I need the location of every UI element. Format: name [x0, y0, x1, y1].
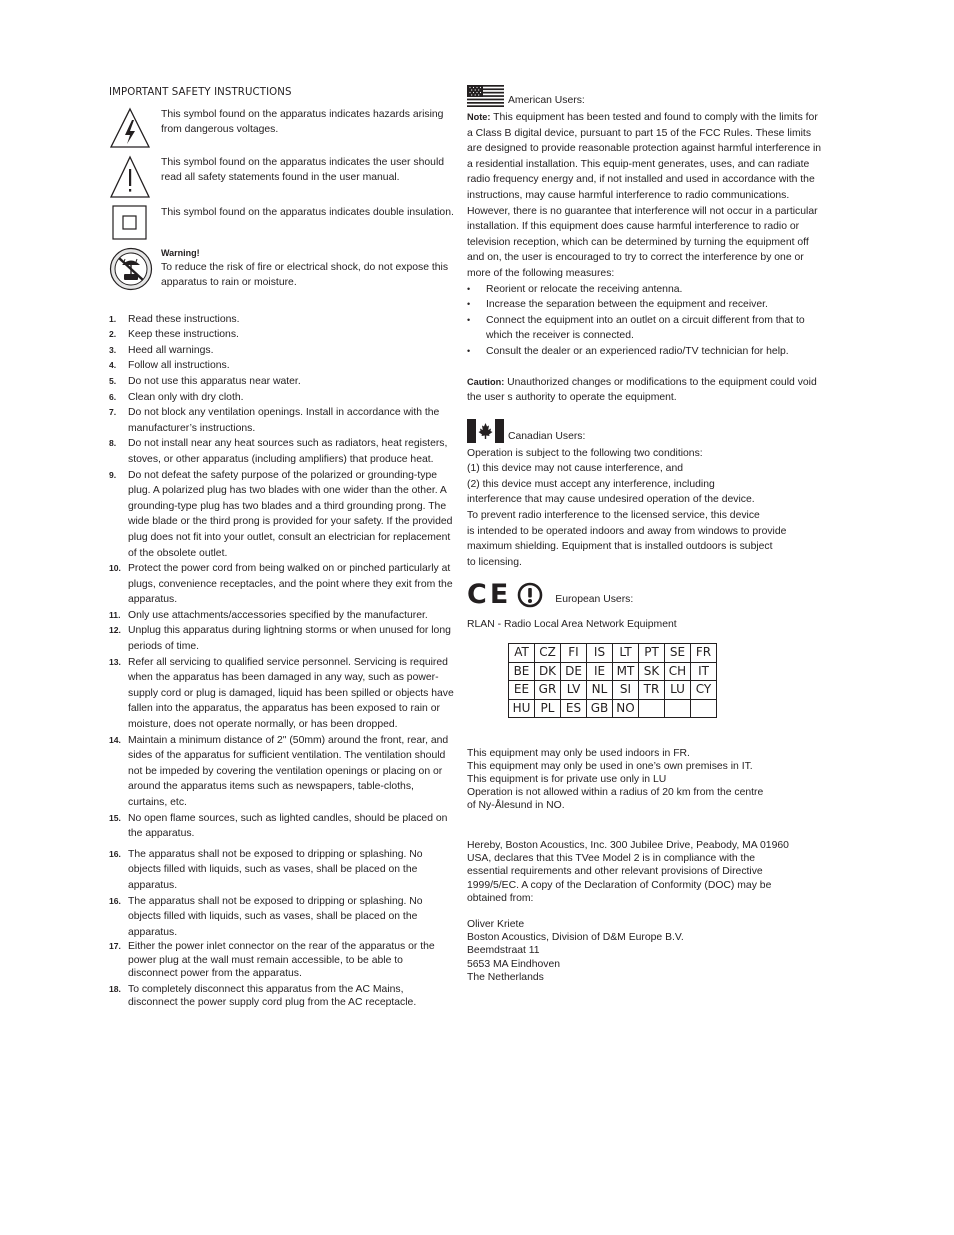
country-cell: LU: [665, 681, 691, 700]
country-cell: CZ: [535, 644, 561, 663]
compliance-column: [467, 85, 822, 984]
country-cell: EE: [509, 681, 535, 700]
table-row: [509, 681, 717, 700]
fcc-measures-list: [467, 282, 822, 360]
eu-restrictions: This equipment may only be used indoors in FR. This equipment may only be used in one’s own premises in IT. This equipment is for private use only in LU Operation is not allowed within a radius of 20 km from the centre of Ny-Ålesund in NO.: [467, 748, 764, 812]
list-item: 11. Only use attachments/accessories specified by the manufacturer.: [109, 609, 428, 621]
country-cell: CY: [691, 681, 717, 700]
country-cell: [691, 699, 717, 718]
country-cell: IT: [691, 662, 717, 681]
country-cell: DE: [561, 662, 587, 681]
symbol-double-insulation-text: This symbol found on the apparatus indicates double insulation.: [161, 206, 454, 218]
warning-text: To reduce the risk of fire or electrical shock, do not expose this apparatus to rain or moisture.: [161, 261, 449, 289]
country-cell: [639, 699, 665, 718]
list-item: 16. The apparatus shall not be exposed to dripping or splashing. No objects filled with liquids, such as vases, shall be placed on the apparatus.: [109, 895, 423, 938]
country-cell: DK: [535, 662, 561, 681]
table-row: [509, 644, 717, 663]
american-users-label: American Users:: [508, 95, 585, 106]
ce-mark: CE: [467, 579, 512, 611]
no-rain-moisture-icon: [109, 247, 153, 291]
safety-heading: IMPORTANT SAFETY INSTRUCTIONS: [109, 87, 292, 98]
list-item: • Reorient or relocate the receiving antenna.: [467, 282, 822, 298]
european-users-header: [467, 580, 822, 610]
list-item: 5. Do not use this apparatus near water.: [109, 375, 301, 387]
list-item: 12. Unplug this apparatus during lightning storms or when unused for long periods of time.: [109, 625, 451, 653]
canadian-conditions: Operation is subject to the following two conditions: (1) this device may not cause interference, and (2) this device must accept any interference, including interference that may cause undesired operation of the device. To prevent radio interference to the licensed service, this device is intended to be operated indoors and away from windows to provide maximum shielding. Equipment that is installed outdoors is subject to licensing.: [467, 447, 787, 568]
country-cell: PL: [535, 699, 561, 718]
declaration-of-conformity: Hereby, Boston Acoustics, Inc. 300 Jubilee Drive, Peabody, MA 01960 USA, declares that this TVee Model 2 is in compliance with the essential requirements and other relevant provisions of Directive 1999/5/EC. A copy of the Declaration of Conformity (DOC) may be obtained from:: [467, 840, 789, 904]
country-cell: GB: [587, 699, 613, 718]
list-item: 1. Read these instructions.: [109, 313, 240, 325]
list-item: 8. Do not install near any heat sources such as radiators, heat registers, stoves, or other apparatus (including amplifiers) that produce heat.: [109, 438, 448, 465]
country-cell: ES: [561, 699, 587, 718]
country-cell: LT: [613, 644, 639, 663]
country-cell: NO: [613, 699, 639, 718]
country-cell: GR: [535, 681, 561, 700]
fcc-note: Note: This equipment has been tested and found to comply with the limits for a Class B digital device, pursuant to part 15 of the FCC Rules. These limits are designed to provide reasonable protection against harmful interference in a residential installation. This equip-ment generates, uses, and can radiate radio frequency energy and, if not installed and used in accordance with the instructions, may cause harmful interference to radio communications. However, there is no guarantee that interference will not occur in a particular installation. If this equipment does cause harmful interference to radio or television reception, which can be determined by turning the equipment off and on, the user is encouraged to try to correct the interference by one or more of the following measures:: [467, 112, 822, 279]
list-item: 17. Either the power inlet connector on the rear of the apparatus or the power plug at the wall must remain accessible, to be able to disconnect power from the apparatus.: [109, 941, 435, 980]
warning-title: Warning!: [161, 247, 200, 258]
country-cell: SE: [665, 644, 691, 663]
instruction-list: [109, 312, 454, 1009]
warning-block: [109, 247, 454, 293]
country-cell: NL: [587, 681, 613, 700]
list-item: 3. Heed all warnings.: [109, 344, 214, 356]
country-cell: FR: [691, 644, 717, 663]
symbol-voltage-text: This symbol found on the apparatus indicates hazards arising from dangerous voltages.: [161, 108, 444, 136]
contact-address: Oliver Kriete Boston Acoustics, Division of D&M Europe B.V. Beemdstraat 11 5653 MA Eindhoven The Netherlands: [467, 919, 684, 983]
symbol-attention-text: This symbol found on the apparatus indicates the user should read all safety statements found in the user manual.: [161, 156, 445, 184]
list-item: 13. Refer all servicing to qualified service personnel. Servicing is required when the apparatus has been damaged in any way, such as power-supply cord or plug is damaged, liquid has been spilled or objects have fallen into the apparatus, the apparatus has been exposed to rain or moisture, does not operate normally, or has been dropped.: [109, 656, 454, 731]
safety-column: [109, 85, 454, 1009]
list-item: 4. Follow all instructions.: [109, 360, 230, 372]
country-table: [508, 643, 717, 718]
fcc-caution: Caution: Unauthorized changes or modifications to the equipment could void the user s authority to operate the equipment.: [467, 376, 817, 404]
european-users-label: European Users:: [555, 593, 634, 605]
canadian-users-label: Canadian Users:: [508, 430, 586, 442]
lightning-triangle-icon: [109, 107, 151, 149]
symbol-attention: [109, 155, 454, 199]
table-row: [509, 699, 717, 718]
us-flag-icon: [467, 85, 504, 107]
canadian-users-header: [467, 419, 822, 443]
double-insulation-icon: [109, 205, 151, 241]
american-users-header: [467, 85, 822, 107]
list-item: 7. Do not block any ventilation openings. Install in accordance with the manufacturer’s instructions.: [109, 407, 440, 434]
rlan-label: RLAN - Radio Local Area Network Equipment: [467, 619, 677, 631]
list-item: 6. Clean only with dry cloth.: [109, 391, 244, 403]
country-cell: SK: [639, 662, 665, 681]
list-item: 15. No open flame sources, such as lighted candles, should be placed on the apparatus.: [109, 812, 448, 840]
country-cell: AT: [509, 644, 535, 663]
exclamation-triangle-icon: [109, 155, 151, 199]
symbol-double-insulation: [109, 205, 454, 241]
country-cell: PT: [639, 644, 665, 663]
country-cell: [665, 699, 691, 718]
list-item: • Increase the separation between the equipment and receiver.: [467, 297, 822, 313]
list-item: • Consult the dealer or an experienced radio/TV technician for help.: [467, 344, 822, 360]
canada-flag-icon: [467, 419, 504, 443]
country-cell: TR: [639, 681, 665, 700]
country-cell: HU: [509, 699, 535, 718]
list-item: 9. Do not defeat the safety purpose of the polarized or grounding-type plug. A polarized plug has two blades with one wider than the other. A grounding-type plug has two blades and a third grounding prong. The wide blade or the third prong is provided for your safety. If the provided plug does not fit into your outlet, consult an electrician for replacement of the obsolete outlet.: [109, 469, 453, 559]
list-item: 14. Maintain a minimum distance of 2" (50mm) around the front, rear, and sides of the apparatus for sufficient ventilation. The ventilation should not be impeded by covering the ventilation openings or placing on or around the apparatus items such as newspapers, table-cloths, curtains, etc.: [109, 734, 449, 808]
country-cell: CH: [665, 662, 691, 681]
list-item: • Connect the equipment into an outlet on a circuit different from that to which the receiver is connected.: [467, 313, 822, 344]
class-2-alert-icon: [517, 582, 543, 608]
table-row: [509, 662, 717, 681]
symbol-voltage: [109, 107, 454, 149]
country-cell: IE: [587, 662, 613, 681]
country-cell: FI: [561, 644, 587, 663]
country-cell: BE: [509, 662, 535, 681]
list-item: 18. To completely disconnect this apparatus from the AC Mains, disconnect the power supply cord plug from the AC receptacle.: [109, 983, 417, 1008]
country-cell: IS: [587, 644, 613, 663]
list-item: 10. Protect the power cord from being walked on or pinched particularly at plugs, convenience receptacles, and the point where they exit from the apparatus.: [109, 563, 453, 606]
country-cell: MT: [613, 662, 639, 681]
list-item: 2. Keep these instructions.: [109, 329, 239, 341]
country-cell: LV: [561, 681, 587, 700]
country-cell: SI: [613, 681, 639, 700]
list-item: 16. The apparatus shall not be exposed to dripping or splashing. No objects filled with liquids, such as vases, shall be placed on the apparatus.: [109, 848, 423, 891]
